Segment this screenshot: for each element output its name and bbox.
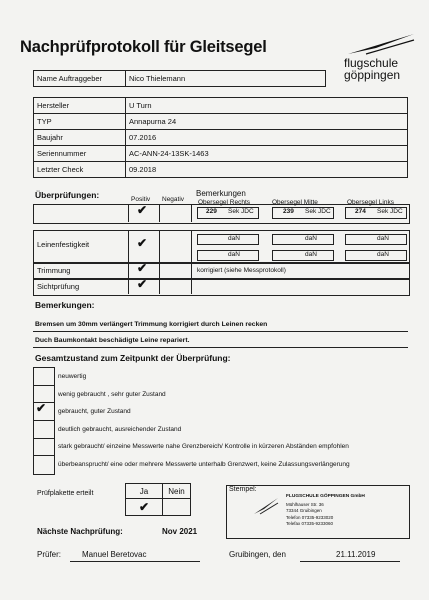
- divider: [159, 204, 160, 222]
- stempel-company: FLUGSCHULE GÖPPINGEN GmbH: [286, 494, 365, 499]
- overall-option: neuwertig: [58, 373, 87, 380]
- info-table: [33, 97, 408, 178]
- check-mark-icon: ✔: [36, 401, 47, 415]
- info-value: U Turn: [126, 98, 408, 114]
- overall-option: stark gebraucht/ einzeine Messwerte nahe Grenzbereich/ Kontrolle in kürzeren Abständen empfohlen: [58, 443, 349, 450]
- divider: [128, 230, 129, 294]
- remarks-line1: Bremsen um 30mm verlängert Trimmung korrigiert durch Leinen recken: [35, 321, 268, 328]
- checks-heading: Überprüfungen:: [35, 190, 100, 200]
- remarks-underline: [33, 347, 408, 348]
- divider: [33, 385, 54, 386]
- next-label: Nächste Nachprüfung:: [37, 527, 123, 536]
- dan-unit: daN: [305, 235, 317, 242]
- dan-unit: daN: [377, 235, 389, 242]
- stempel-street: Mühlhauser Str. 36: [286, 502, 324, 507]
- pruefer-label: Prüfer:: [37, 550, 62, 559]
- col-negativ: Negativ: [162, 196, 185, 203]
- pruefer-value: Manuel Beretovac: [82, 550, 147, 559]
- date-value: 21.11.2019: [336, 550, 376, 559]
- segment-label: Obersegel Links: [347, 199, 394, 206]
- segment-label: Obersegel Rechts: [198, 199, 251, 206]
- overall-option: deutlich gebraucht, ausreichender Zustand: [58, 426, 182, 433]
- trimmung-note: korrigiert (siehe Messprotokoll): [197, 267, 286, 274]
- glider-logo-icon: [346, 30, 416, 56]
- overall-heading: Gesamtzustand zum Zeitpunkt der Überprüfung:: [35, 353, 231, 363]
- place-label: Gruibingen, den: [229, 550, 286, 559]
- info-row: [34, 114, 408, 130]
- info-label: Letzter Check: [34, 162, 126, 178]
- segment-value: 239: [283, 208, 294, 215]
- trimmung-label: Trimmung: [37, 266, 71, 275]
- overall-option: gebraucht, guter Zustand: [58, 408, 131, 415]
- plakette-ja: Ja: [126, 484, 163, 499]
- sicht-row: [33, 278, 410, 296]
- dan-field: [272, 250, 334, 261]
- stamp-logo-icon: [252, 494, 280, 516]
- auftraggeber-label: Name Auftraggeber: [34, 71, 126, 87]
- col-positiv: Positiv: [131, 196, 151, 203]
- info-label: Baujahr: [34, 130, 126, 146]
- overall-option: überbeansprucht/ eine oder mehrere Messwerte unterhalb Grenzwert, keine Zulassungsverlängerung: [58, 461, 350, 468]
- leinen-label: Leinenfestigkeit: [37, 240, 90, 249]
- segment-value: 229: [206, 208, 217, 215]
- segment-label: Obersegel Mitte: [272, 199, 318, 206]
- plakette-table: [125, 483, 191, 516]
- divider: [33, 420, 54, 421]
- dan-unit: daN: [228, 251, 240, 258]
- dan-field: [345, 250, 407, 261]
- divider: [191, 230, 192, 294]
- auftraggeber-table: [33, 70, 326, 87]
- next-value: Nov 2021: [162, 527, 198, 536]
- remarks-line2: Duch Baumkontakt beschädigte Leine repariert.: [35, 337, 190, 344]
- info-value: 07.2016: [126, 130, 408, 146]
- logo-line1: flugschule: [344, 56, 399, 70]
- plakette-label: Prüfplakette erteilt: [37, 490, 94, 497]
- check-mark-icon: ✔: [138, 500, 150, 514]
- info-row: [34, 130, 408, 146]
- stempel-city: 73344 Gruibingen: [286, 508, 322, 513]
- signature-line: [70, 561, 200, 562]
- plakette-nein: Nein: [163, 484, 191, 499]
- remarks-underline: [33, 331, 408, 332]
- info-value: 09.2018: [126, 162, 408, 178]
- dan-unit: daN: [377, 251, 389, 258]
- divider: [159, 230, 160, 294]
- check-mark-icon: ✔: [137, 236, 148, 250]
- info-label: TYP: [34, 114, 126, 130]
- flugschule-logo: [340, 30, 420, 90]
- info-label: Hersteller: [34, 98, 126, 114]
- check-mark-icon: ✔: [137, 203, 148, 217]
- divider: [33, 438, 54, 439]
- auftraggeber-value: Nico Thielemann: [126, 71, 326, 87]
- dan-field: [345, 234, 407, 245]
- info-label: Seriennummer: [34, 146, 126, 162]
- stempel-label: Stempel:: [229, 486, 257, 493]
- dan-field: [272, 234, 334, 245]
- dan-unit: daN: [228, 235, 240, 242]
- segment-unit: Sek JDC: [377, 208, 403, 215]
- info-row: [34, 146, 408, 162]
- sicht-label: Sichtprüfung: [37, 282, 80, 291]
- logo-line2: göppingen: [344, 68, 401, 82]
- remarks-heading: Bemerkungen:: [35, 300, 95, 310]
- overall-checkbox-column: [33, 367, 55, 475]
- check-mark-icon: ✔: [137, 277, 148, 291]
- info-row: [34, 162, 408, 178]
- segment-unit: Sek JDC: [228, 208, 254, 215]
- segment-unit: Sek JDC: [305, 208, 331, 215]
- info-value: AC-ANN-24-13SK-1463: [126, 146, 408, 162]
- stempel-fax: Telefax 07335-9233060: [286, 521, 334, 526]
- divider: [33, 455, 54, 456]
- overall-option: wenig gebraucht , sehr guter Zustand: [58, 391, 166, 398]
- info-row: [34, 98, 408, 114]
- page-title: Nachprüfprotokoll für Gleitsegel: [20, 38, 267, 56]
- divider: [128, 204, 129, 222]
- segment-value: 274: [355, 208, 366, 215]
- divider: [191, 204, 192, 222]
- date-line: [300, 561, 400, 562]
- dan-unit: daN: [305, 251, 317, 258]
- stempel-tel: Telefon 07335-9233020: [286, 515, 334, 520]
- info-value: Annapurna 24: [126, 114, 408, 130]
- col-bemerkungen: Bemerkungen: [196, 189, 246, 198]
- check-mark-icon: ✔: [137, 261, 148, 275]
